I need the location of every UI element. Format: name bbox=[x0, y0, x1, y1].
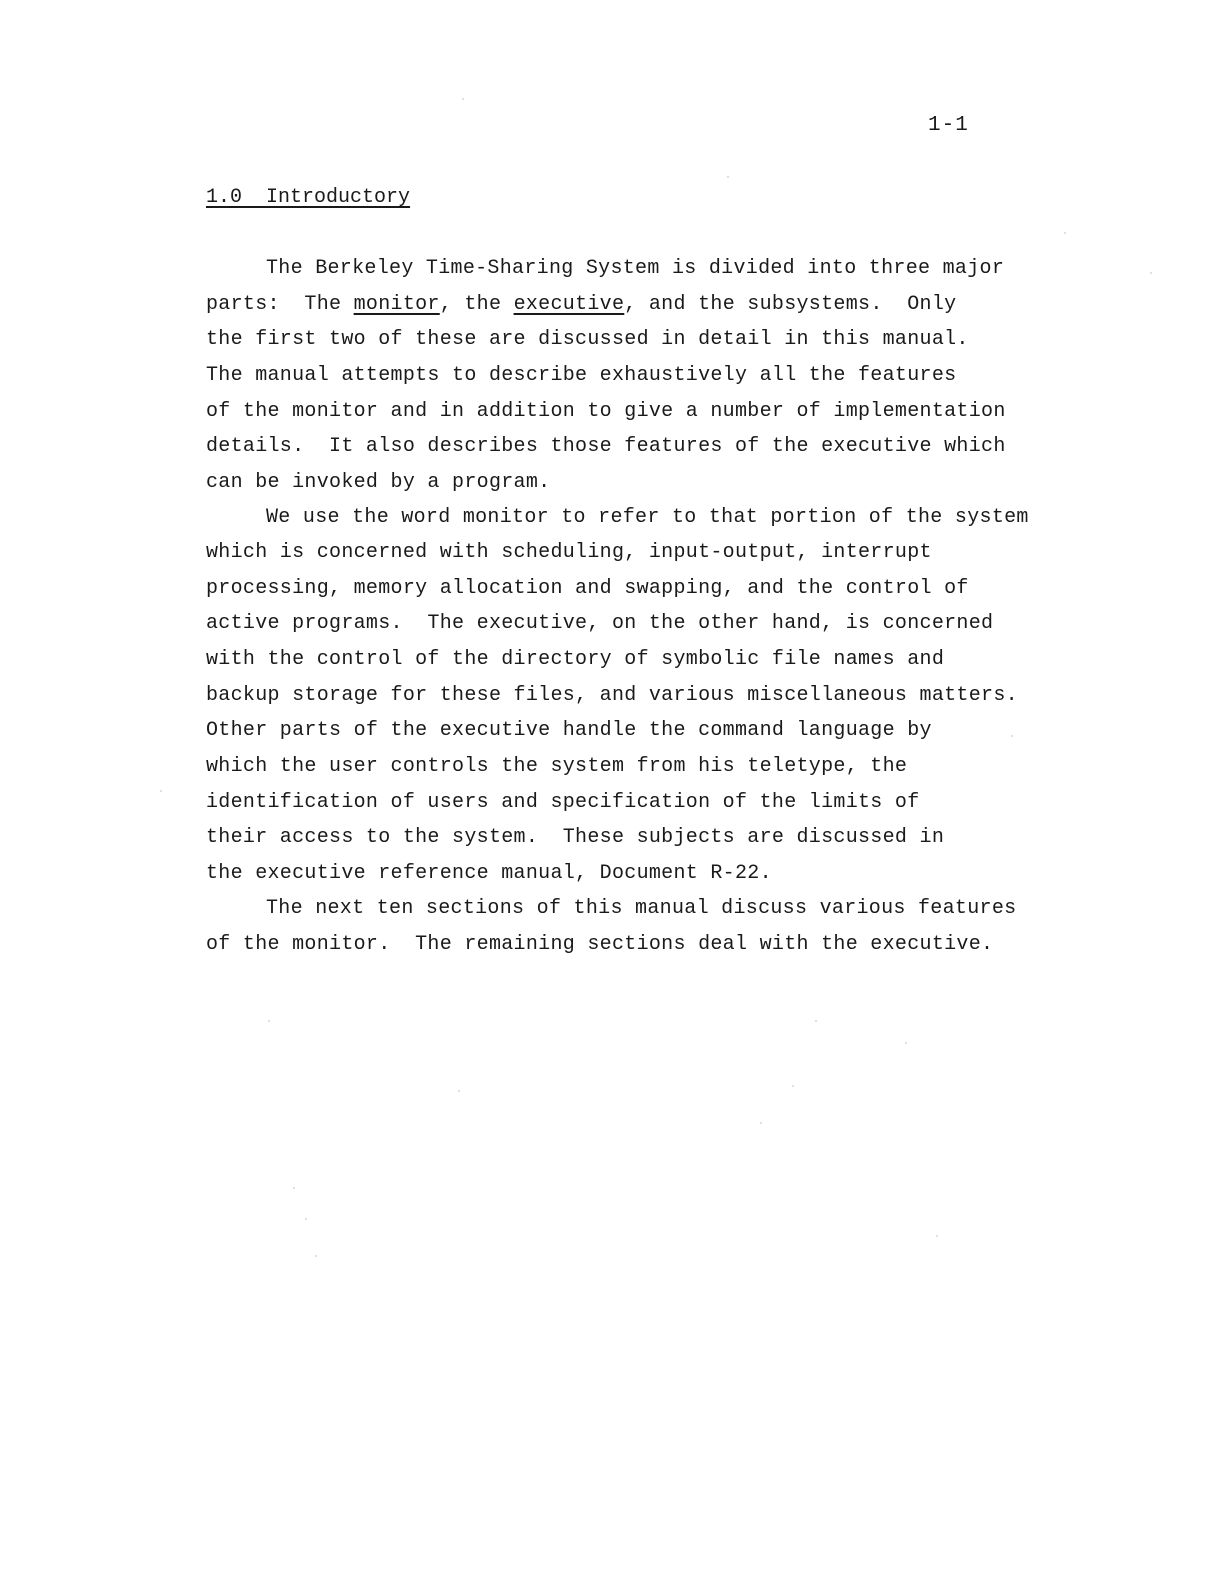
scan-speck bbox=[936, 1235, 938, 1237]
paragraph-2-line-8: which the user controls the system from his teletype, the bbox=[206, 755, 908, 778]
paragraph-1-line-1: The Berkeley Time-Sharing System is divided into three major bbox=[266, 257, 1005, 280]
term-executive: executive bbox=[513, 293, 625, 316]
section-number: 1.0 bbox=[206, 186, 243, 209]
section-heading bbox=[206, 186, 410, 209]
paragraph-2-line-4: active programs. The executive, on the other hand, is concerned bbox=[206, 612, 994, 635]
scan-speck bbox=[462, 98, 464, 100]
paragraph-1-line-5: of the monitor and in addition to give a number of implementation bbox=[206, 400, 1006, 423]
scan-speck bbox=[293, 1187, 295, 1189]
paragraph-2-line-11: the executive reference manual, Document R-22. bbox=[206, 862, 772, 885]
scan-speck bbox=[1064, 232, 1066, 234]
paragraph-2-line-2: which is concerned with scheduling, input-output, interrupt bbox=[206, 541, 932, 564]
scan-speck bbox=[905, 1042, 907, 1044]
section-title: Introductory bbox=[266, 186, 411, 209]
scan-speck bbox=[815, 1020, 817, 1022]
scan-speck bbox=[458, 1090, 460, 1092]
paragraph-3-line-2: of the monitor. The remaining sections deal with the executive. bbox=[206, 933, 994, 956]
scan-speck bbox=[1011, 735, 1013, 737]
paragraph-1-line-4: The manual attempts to describe exhaustively all the features bbox=[206, 364, 957, 387]
paragraph-2-line-1: We use the word monitor to refer to that portion of the system bbox=[266, 506, 1029, 529]
paragraph-1-line-2: parts: The monitor, the executive, and the subsystems. Only bbox=[206, 293, 957, 316]
paragraph-1-line-6: details. It also describes those features of the executive which bbox=[206, 435, 1006, 458]
scan-speck bbox=[315, 1255, 317, 1257]
paragraph-2-line-3: processing, memory allocation and swapping, and the control of bbox=[206, 577, 969, 600]
paragraph-2-line-5: with the control of the directory of symbolic file names and bbox=[206, 648, 945, 671]
scan-speck bbox=[727, 176, 729, 178]
page-number: 1-1 bbox=[928, 114, 969, 137]
term-monitor: monitor bbox=[353, 293, 440, 316]
paragraph-1-line-3: the first two of these are discussed in detail in this manual. bbox=[206, 328, 969, 351]
paragraph-2-line-10: their access to the system. These subjects are discussed in bbox=[206, 826, 945, 849]
scan-speck bbox=[760, 1122, 762, 1124]
paragraph-3-line-1: The next ten sections of this manual discuss various features bbox=[266, 897, 1017, 920]
scan-speck bbox=[792, 1085, 794, 1087]
scan-speck bbox=[1150, 272, 1152, 274]
scan-speck bbox=[160, 790, 162, 792]
paragraph-2-line-7: Other parts of the executive handle the command language by bbox=[206, 719, 932, 742]
paragraph-2-line-6: backup storage for these files, and various miscellaneous matters. bbox=[206, 684, 1018, 707]
paragraph-1-line-7: can be invoked by a program. bbox=[206, 471, 551, 494]
paragraph-2-line-9: identification of users and specification of the limits of bbox=[206, 791, 920, 814]
scan-speck bbox=[305, 1218, 307, 1220]
scan-speck bbox=[268, 1020, 270, 1022]
